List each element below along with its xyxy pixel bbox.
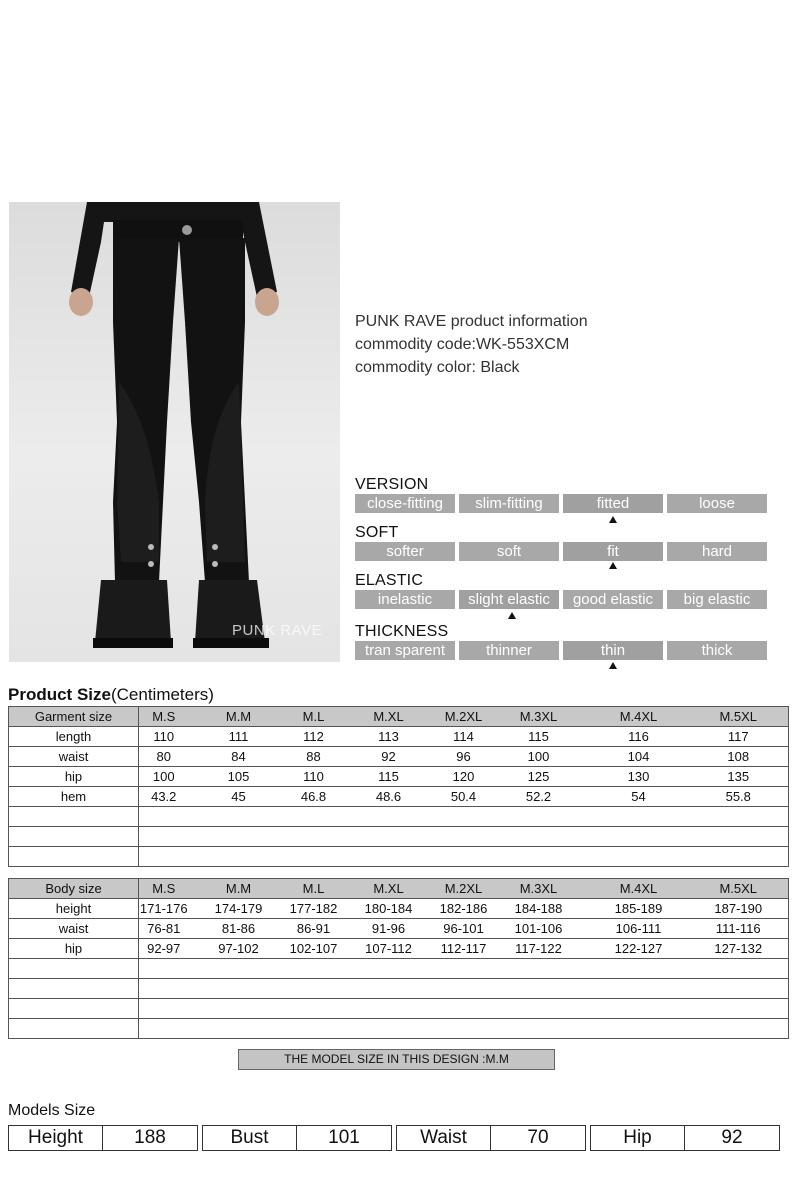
- table-row-label: hip: [9, 767, 139, 787]
- info-line-brand: PUNK RAVE product information: [355, 313, 588, 330]
- table-cell: 100: [139, 767, 189, 787]
- table-row-empty: [9, 979, 789, 999]
- table-row-label: hem: [9, 787, 139, 807]
- table-header-cell: M.S: [139, 879, 189, 899]
- table-header-cell: M.2XL: [439, 707, 489, 727]
- table-cell: 96: [439, 747, 489, 767]
- table-cell: 108: [689, 747, 789, 767]
- scale-option: thinner: [459, 641, 559, 660]
- table-header-cell: M.5XL: [689, 879, 789, 899]
- attribute-thickness: [355, 623, 733, 659]
- table-row-empty: [9, 999, 789, 1019]
- model-measure-value: 101: [328, 1127, 360, 1148]
- scale-option-selected: thin: [563, 641, 663, 660]
- model-measure-label: Waist: [397, 1126, 491, 1150]
- table-header-cell: M.S: [139, 707, 189, 727]
- attribute-scale: [355, 542, 771, 561]
- scale-option: soft: [459, 542, 559, 561]
- scale-option: tran sparent: [355, 641, 455, 660]
- table-header-cell: M.XL: [339, 879, 439, 899]
- table-row-label: hip: [9, 939, 139, 959]
- product-size-title: Product Size: [8, 685, 111, 704]
- table-cell: 182-186: [439, 899, 489, 919]
- table-cell: 171-176: [139, 899, 189, 919]
- table-cell: 96-101: [439, 919, 489, 939]
- table-cell: 112-117: [439, 939, 489, 959]
- model-measure-value: 70: [527, 1127, 549, 1148]
- garment-size-table: [8, 706, 789, 867]
- table-row: [9, 747, 789, 767]
- table-cell: 110: [139, 727, 189, 747]
- table-row-label: length: [9, 727, 139, 747]
- table-row-empty: [9, 807, 789, 827]
- attribute-title: SOFT: [355, 524, 399, 541]
- scale-option: hard: [667, 542, 767, 561]
- table-cell: 48.6: [339, 787, 439, 807]
- scale-option: softer: [355, 542, 455, 561]
- scale-option: loose: [667, 494, 767, 513]
- table-cell: 115: [339, 767, 439, 787]
- selection-marker-icon: [508, 612, 516, 619]
- table-cell: 76-81: [139, 919, 189, 939]
- table-row-label: waist: [9, 747, 139, 767]
- table-row-empty: [9, 847, 789, 867]
- model-measure-label: Height: [9, 1126, 103, 1150]
- scale-option: inelastic: [355, 590, 455, 609]
- table-cell: 184-188: [489, 899, 589, 919]
- table-cell: 120: [439, 767, 489, 787]
- table-row-empty: [9, 959, 789, 979]
- table-cell: 113: [339, 727, 439, 747]
- table-cell: 46.8: [289, 787, 339, 807]
- table-cell: 81-86: [189, 919, 289, 939]
- model-size-note: THE MODEL SIZE IN THIS DESIGN :M.M: [238, 1049, 555, 1070]
- product-size-unit: (Centimeters): [110, 685, 214, 704]
- table-header-cell: M.3XL: [489, 707, 589, 727]
- info-line-code: commodity code:WK-553XCM: [355, 336, 570, 353]
- table-cell: 97-102: [189, 939, 289, 959]
- table-row: [9, 727, 789, 747]
- scale-option-selected: fit: [563, 542, 663, 561]
- scale-option: slim-fitting: [459, 494, 559, 513]
- attribute-scale: [355, 494, 771, 513]
- selection-marker-icon: [609, 662, 617, 669]
- selection-marker-icon: [609, 516, 617, 523]
- table-cell: 180-184: [339, 899, 439, 919]
- watermark: PUNK RAVE: [232, 622, 323, 639]
- table-cell: 106-111: [589, 919, 689, 939]
- table-cell: 127-132: [689, 939, 789, 959]
- scale-option: big elastic: [667, 590, 767, 609]
- info-line-color: commodity color: Black: [355, 359, 520, 376]
- product-size-heading: [8, 685, 214, 705]
- model-measure-waist: [396, 1125, 586, 1151]
- table-cell: 84: [189, 747, 289, 767]
- table-header-cell: M.2XL: [439, 879, 489, 899]
- table-header-cell: M.L: [289, 707, 339, 727]
- table-cell: 125: [489, 767, 589, 787]
- table-cell: 110: [289, 767, 339, 787]
- table-header-cell: Body size: [9, 879, 139, 899]
- attribute-title: THICKNESS: [355, 623, 449, 640]
- table-cell: 185-189: [589, 899, 689, 919]
- table-cell: 104: [589, 747, 689, 767]
- table-header-row: [9, 879, 789, 899]
- scale-option-selected: fitted: [563, 494, 663, 513]
- attribute-soft: [355, 524, 733, 560]
- table-cell: 187-190: [689, 899, 789, 919]
- scale-option: good elastic: [563, 590, 663, 609]
- attribute-elastic: [355, 572, 751, 608]
- model-measure-height: [8, 1125, 198, 1151]
- table-cell: 114: [439, 727, 489, 747]
- table-header-cell: M.4XL: [589, 707, 689, 727]
- table-header-cell: M.M: [189, 879, 289, 899]
- table-cell: 50.4: [439, 787, 489, 807]
- table-cell: 174-179: [189, 899, 289, 919]
- model-measure-value: 92: [721, 1127, 743, 1148]
- attribute-scale: [355, 641, 771, 660]
- body-size-table: [8, 878, 789, 1039]
- table-cell: 80: [139, 747, 189, 767]
- table-header-cell: M.5XL: [689, 707, 789, 727]
- table-row: [9, 939, 789, 959]
- pants-model-illustration: [9, 202, 340, 662]
- model-measure-label: Bust: [203, 1126, 297, 1150]
- table-row: [9, 919, 789, 939]
- table-cell: 92-97: [139, 939, 189, 959]
- table-row: [9, 767, 789, 787]
- table-cell: 101-106: [489, 919, 589, 939]
- scale-option: close-fitting: [355, 494, 455, 513]
- table-row-label: height: [9, 899, 139, 919]
- table-header-cell: M.L: [289, 879, 339, 899]
- attribute-title: ELASTIC: [355, 572, 424, 589]
- table-row: [9, 899, 789, 919]
- attribute-scale: [355, 590, 771, 609]
- table-cell: 177-182: [289, 899, 339, 919]
- table-cell: 88: [289, 747, 339, 767]
- table-cell: 111: [189, 727, 289, 747]
- table-cell: 54: [589, 787, 689, 807]
- model-measure-value: 188: [134, 1127, 166, 1148]
- table-cell: 52.2: [489, 787, 589, 807]
- table-cell: 117: [689, 727, 789, 747]
- models-size-row: [8, 1125, 780, 1151]
- table-cell: 43.2: [139, 787, 189, 807]
- table-cell: 105: [189, 767, 289, 787]
- table-cell: 45: [189, 787, 289, 807]
- table-cell: 130: [589, 767, 689, 787]
- table-row-empty: [9, 1019, 789, 1039]
- table-cell: 116: [589, 727, 689, 747]
- table-row-empty: [9, 827, 789, 847]
- table-header-cell: Garment size: [9, 707, 139, 727]
- attribute-title: VERSION: [355, 476, 429, 493]
- table-cell: 112: [289, 727, 339, 747]
- table-cell: 111-116: [689, 919, 789, 939]
- scale-option: thick: [667, 641, 767, 660]
- table-cell: 135: [689, 767, 789, 787]
- table-header-row: [9, 707, 789, 727]
- model-measure-label: Hip: [591, 1126, 685, 1150]
- table-header-cell: M.3XL: [489, 879, 589, 899]
- table-cell: 115: [489, 727, 589, 747]
- product-photo: [9, 202, 340, 662]
- table-header-cell: M.M: [189, 707, 289, 727]
- model-measure-hip: [590, 1125, 780, 1151]
- models-size-heading: Models Size: [8, 1102, 96, 1119]
- table-cell: 92: [339, 747, 439, 767]
- table-cell: 122-127: [589, 939, 689, 959]
- table-row-label: waist: [9, 919, 139, 939]
- table-cell: 100: [489, 747, 589, 767]
- table-row: [9, 787, 789, 807]
- selection-marker-icon: [609, 562, 617, 569]
- table-header-cell: M.4XL: [589, 879, 689, 899]
- attribute-version: [355, 476, 735, 512]
- scale-option-selected: slight elastic: [459, 590, 559, 609]
- table-cell: 102-107: [289, 939, 339, 959]
- table-cell: 91-96: [339, 919, 439, 939]
- model-measure-bust: [202, 1125, 392, 1151]
- table-header-cell: M.XL: [339, 707, 439, 727]
- table-cell: 55.8: [689, 787, 789, 807]
- product-info: [355, 310, 588, 379]
- table-cell: 86-91: [289, 919, 339, 939]
- table-cell: 117-122: [489, 939, 589, 959]
- table-cell: 107-112: [339, 939, 439, 959]
